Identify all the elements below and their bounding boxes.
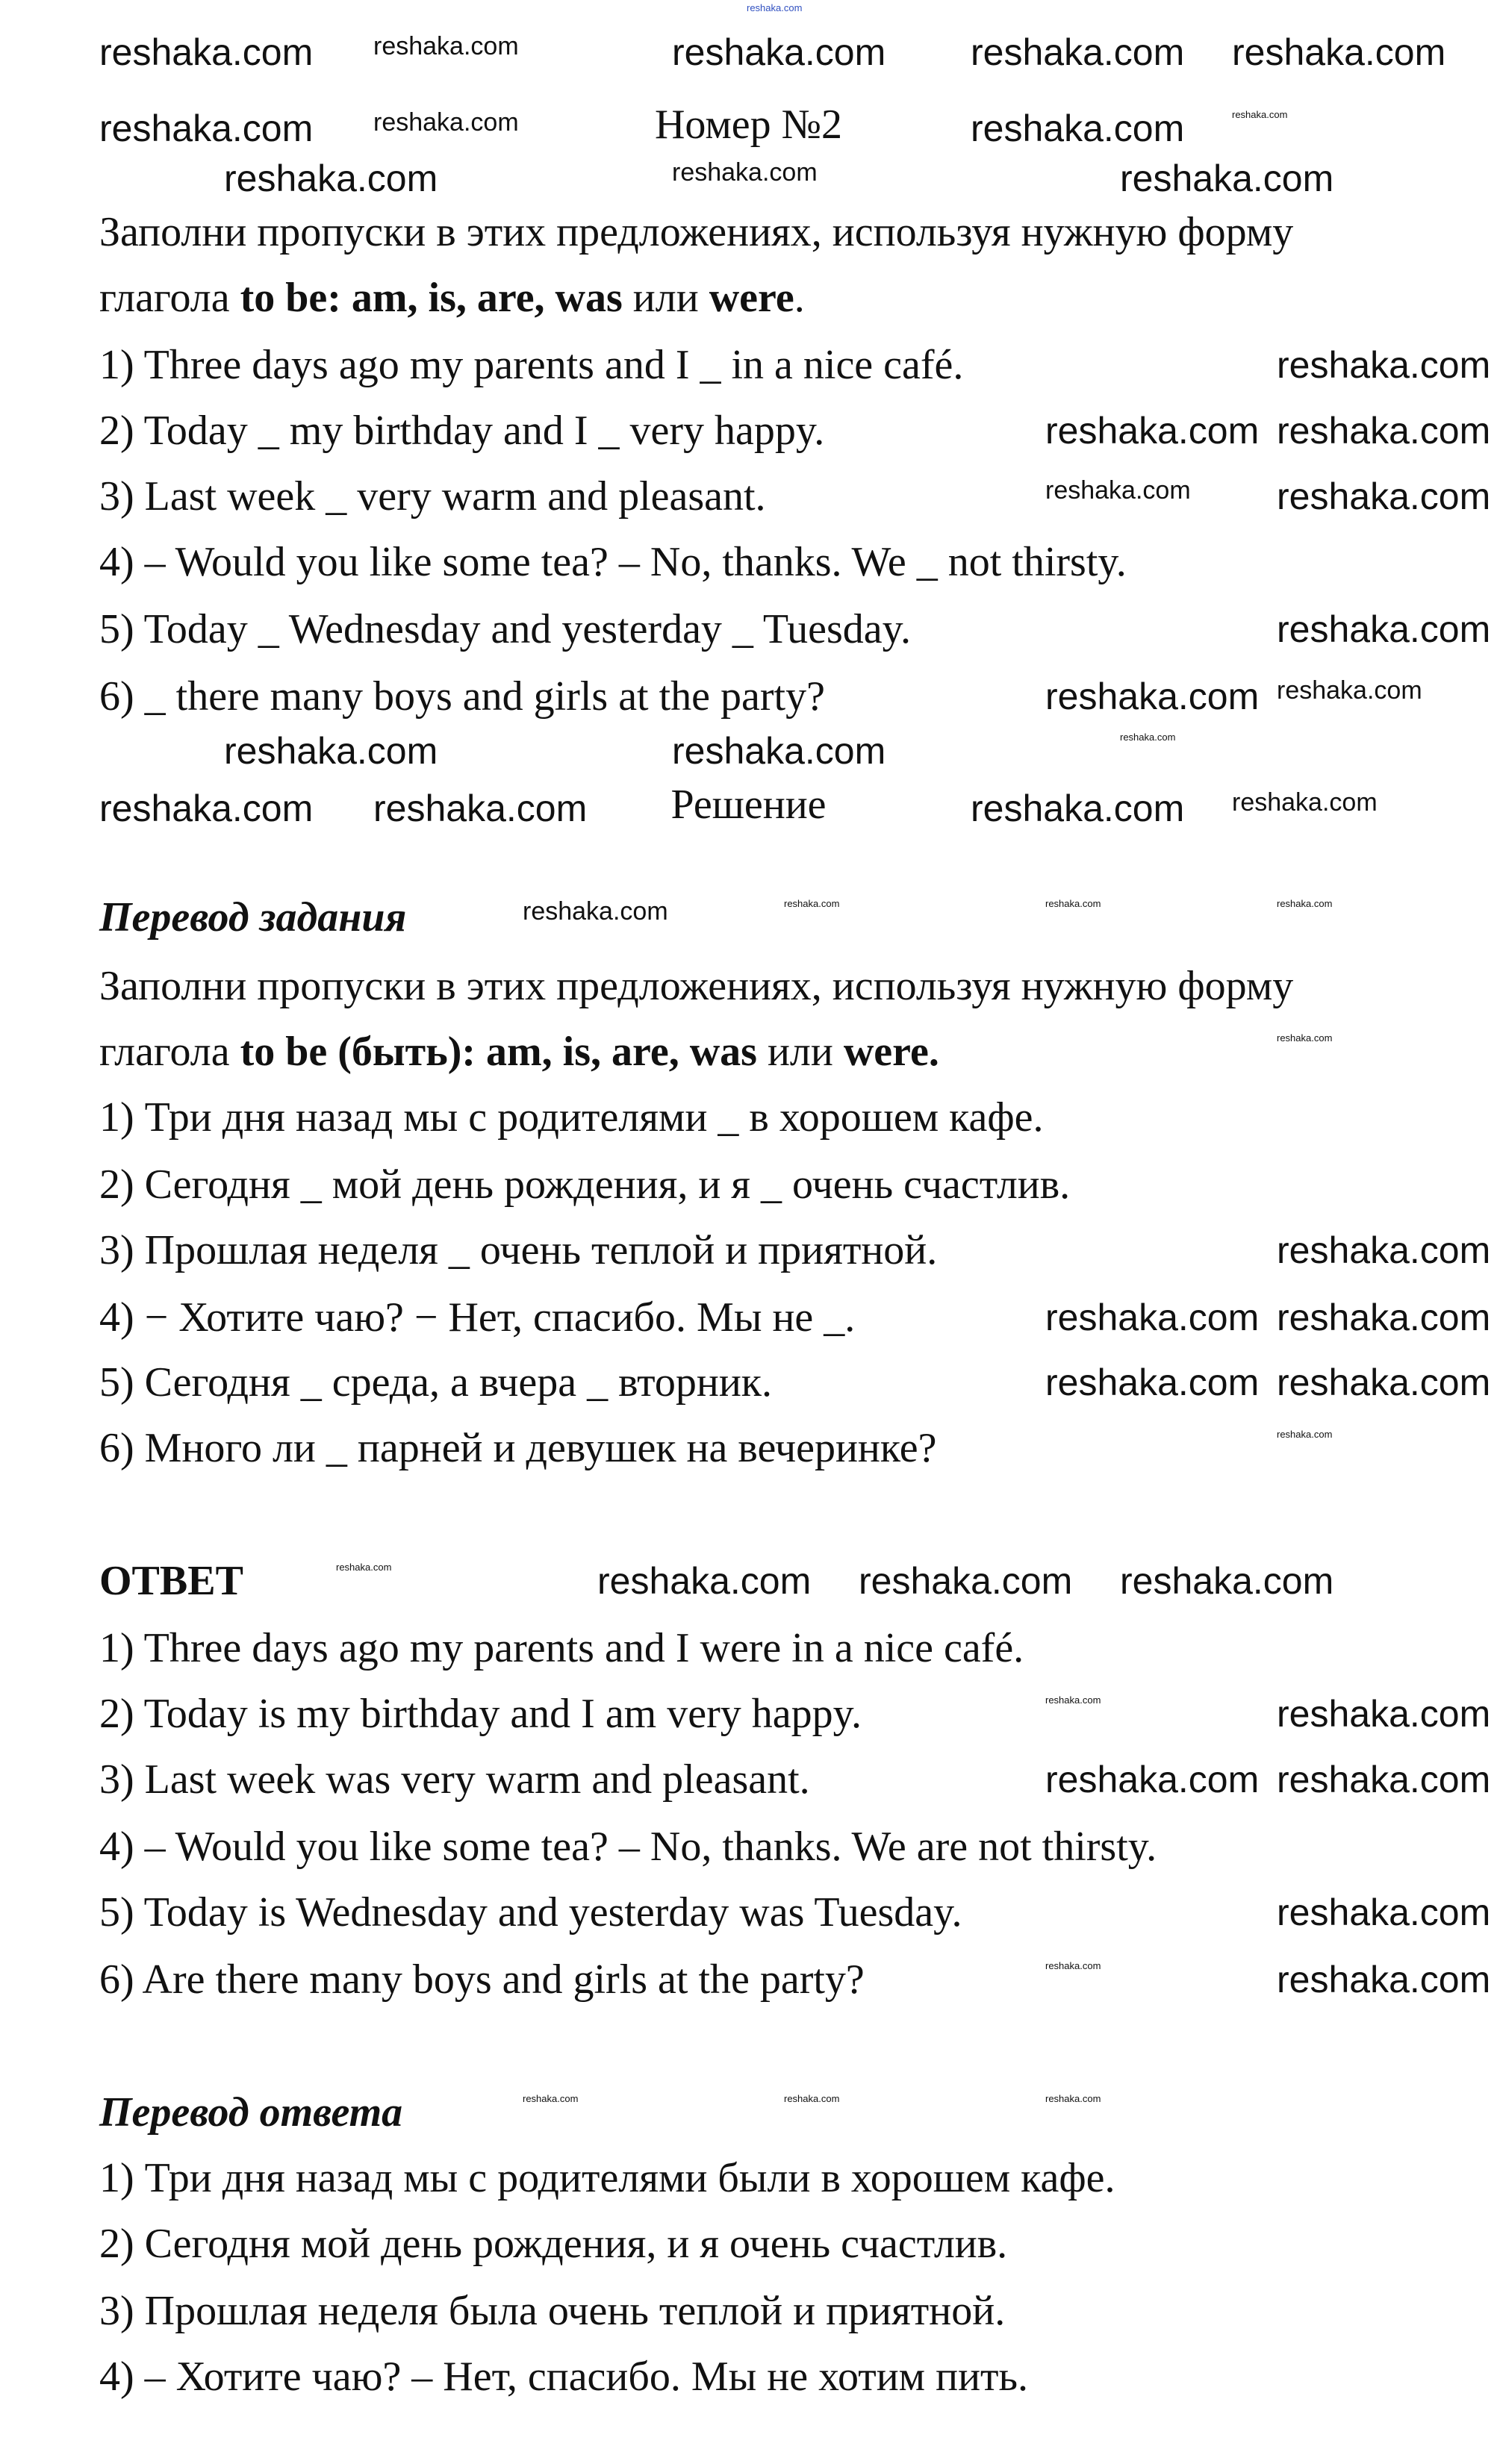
- watermark-text[interactable]: reshaka.com: [747, 2, 803, 13]
- watermark-text: reshaka.com: [1277, 1032, 1333, 1044]
- watermark-text: reshaka.com: [523, 2093, 579, 2104]
- watermark-text: reshaka.com: [597, 1560, 812, 1602]
- task-item: 5) Today _ Wednesday and yesterday _ Tuesday.: [99, 606, 912, 652]
- watermark-text: reshaka.com: [523, 897, 668, 926]
- watermark-text: reshaka.com: [1120, 732, 1176, 743]
- watermark-text: reshaka.com: [1277, 1429, 1333, 1440]
- watermark-text: reshaka.com: [1277, 898, 1333, 909]
- answer-translation-item: 3) Прошлая неделя была очень теплой и приятной.: [99, 2288, 1006, 2334]
- watermark-text: reshaka.com: [1045, 1362, 1260, 1403]
- watermark-text: reshaka.com: [1277, 608, 1491, 650]
- watermark-text: reshaka.com: [373, 32, 519, 60]
- task-translation-item: 4) − Хотите чаю? − Нет, спасибо. Мы не _.: [99, 1294, 856, 1341]
- task-translation-text: глагола to be (быть): am, is, are, was или were.: [99, 1029, 939, 1075]
- watermark-text: reshaka.com: [1277, 1693, 1491, 1735]
- watermark-text: reshaka.com: [1277, 1229, 1491, 1271]
- answer-item: 4) – Would you like some tea? – No, thanks. We are not thirsty.: [99, 1824, 1157, 1870]
- watermark-text: reshaka.com: [971, 31, 1185, 73]
- task-translation-item: 2) Сегодня _ мой день рождения, и я _ очень счастлив.: [99, 1161, 1071, 1208]
- watermark-text: reshaka.com: [1045, 1759, 1260, 1800]
- task-item: 6) _ there many boys and girls at the party?: [99, 673, 825, 720]
- watermark-text: reshaka.com: [1232, 31, 1446, 73]
- task-item: 3) Last week _ very warm and pleasant.: [99, 473, 766, 520]
- watermark-text: reshaka.com: [784, 2093, 840, 2104]
- watermark-text: reshaka.com: [1045, 2093, 1101, 2104]
- watermark-text: reshaka.com: [784, 898, 840, 909]
- answer-translation-item: 2) Сегодня мой день рождения, и я очень счастлив.: [99, 2221, 1008, 2267]
- watermark-text: reshaka.com: [672, 158, 818, 187]
- task-text: Заполни пропуски в этих предложениях, используя нужную форму: [99, 209, 1294, 255]
- watermark-text: reshaka.com: [1277, 1362, 1491, 1403]
- answer-item: 1) Three days ago my parents and I were in a nice café.: [99, 1625, 1024, 1671]
- page-title: Номер №2: [654, 102, 843, 148]
- watermark-text: reshaka.com: [373, 787, 588, 829]
- task-item: 2) Today _ my birthday and I _ very happy.: [99, 408, 825, 454]
- watermark-text: reshaka.com: [1232, 788, 1378, 817]
- watermark-text: reshaka.com: [1277, 1297, 1491, 1338]
- answer-item: 3) Last week was very warm and pleasant.: [99, 1756, 810, 1803]
- task-translation-item: 5) Сегодня _ среда, а вчера _ вторник.: [99, 1359, 773, 1406]
- watermark-text: reshaka.com: [1045, 476, 1191, 505]
- task-text: глагола to be: am, is, are, was или were.: [99, 275, 805, 321]
- watermark-text: reshaka.com: [672, 31, 886, 73]
- watermark-text: reshaka.com: [1045, 410, 1260, 452]
- watermark-text: reshaka.com: [1277, 1959, 1491, 2000]
- watermark-text: reshaka.com: [971, 107, 1185, 149]
- watermark-text: reshaka.com: [1277, 676, 1422, 705]
- answer-translation-heading: Перевод ответа: [99, 2089, 403, 2136]
- task-item: 1) Three days ago my parents and I _ in a nice café.: [99, 342, 964, 388]
- watermark-text: reshaka.com: [99, 107, 314, 149]
- watermark-text: reshaka.com: [1277, 475, 1491, 517]
- watermark-text: reshaka.com: [1120, 1560, 1334, 1602]
- watermark-text: reshaka.com: [224, 730, 438, 772]
- watermark-text: reshaka.com: [99, 787, 314, 829]
- watermark-text: reshaka.com: [336, 1562, 392, 1573]
- watermark-text: reshaka.com: [1277, 1891, 1491, 1933]
- watermark-text: reshaka.com: [1045, 898, 1101, 909]
- watermark-text: reshaka.com: [859, 1560, 1073, 1602]
- watermark-text: reshaka.com: [1120, 157, 1334, 199]
- task-translation-item: 3) Прошлая неделя _ очень теплой и приятной.: [99, 1227, 938, 1273]
- watermark-text: reshaka.com: [971, 787, 1185, 829]
- watermark-text: reshaka.com: [1277, 410, 1491, 452]
- answer-translation-item: 1) Три дня назад мы с родителями были в хорошем кафе.: [99, 2155, 1115, 2201]
- task-translation-text: Заполни пропуски в этих предложениях, используя нужную форму: [99, 963, 1294, 1009]
- watermark-text: reshaka.com: [1277, 344, 1491, 386]
- watermark-text: reshaka.com: [1045, 1297, 1260, 1338]
- solution-heading: Решение: [670, 782, 827, 828]
- task-translation-heading: Перевод задания: [99, 894, 407, 941]
- watermark-text: reshaka.com: [672, 730, 886, 772]
- task-item: 4) – Would you like some tea? – No, thanks. We _ not thirsty.: [99, 539, 1127, 585]
- answer-heading: ОТВЕТ: [99, 1558, 243, 1604]
- watermark-text: reshaka.com: [99, 31, 314, 73]
- watermark-text: reshaka.com: [1045, 1694, 1101, 1706]
- watermark-text: reshaka.com: [373, 108, 519, 137]
- answer-item: 5) Today is Wednesday and yesterday was Tuesday.: [99, 1889, 962, 1936]
- answer-translation-item: 4) – Хотите чаю? – Нет, спасибо. Мы не хотим пить.: [99, 2354, 1029, 2400]
- watermark-text: reshaka.com: [1277, 1759, 1491, 1800]
- task-translation-item: 6) Много ли _ парней и девушек на вечеринке?: [99, 1425, 937, 1471]
- answer-item: 6) Are there many boys and girls at the party?: [99, 1956, 865, 2003]
- task-translation-item: 1) Три дня назад мы с родителями _ в хорошем кафе.: [99, 1094, 1044, 1141]
- watermark-text: reshaka.com: [224, 157, 438, 199]
- watermark-text: reshaka.com: [1045, 676, 1260, 717]
- answer-item: 2) Today is my birthday and I am very happy.: [99, 1691, 862, 1737]
- watermark-text: reshaka.com: [1232, 109, 1288, 120]
- watermark-text: reshaka.com: [1045, 1960, 1101, 1971]
